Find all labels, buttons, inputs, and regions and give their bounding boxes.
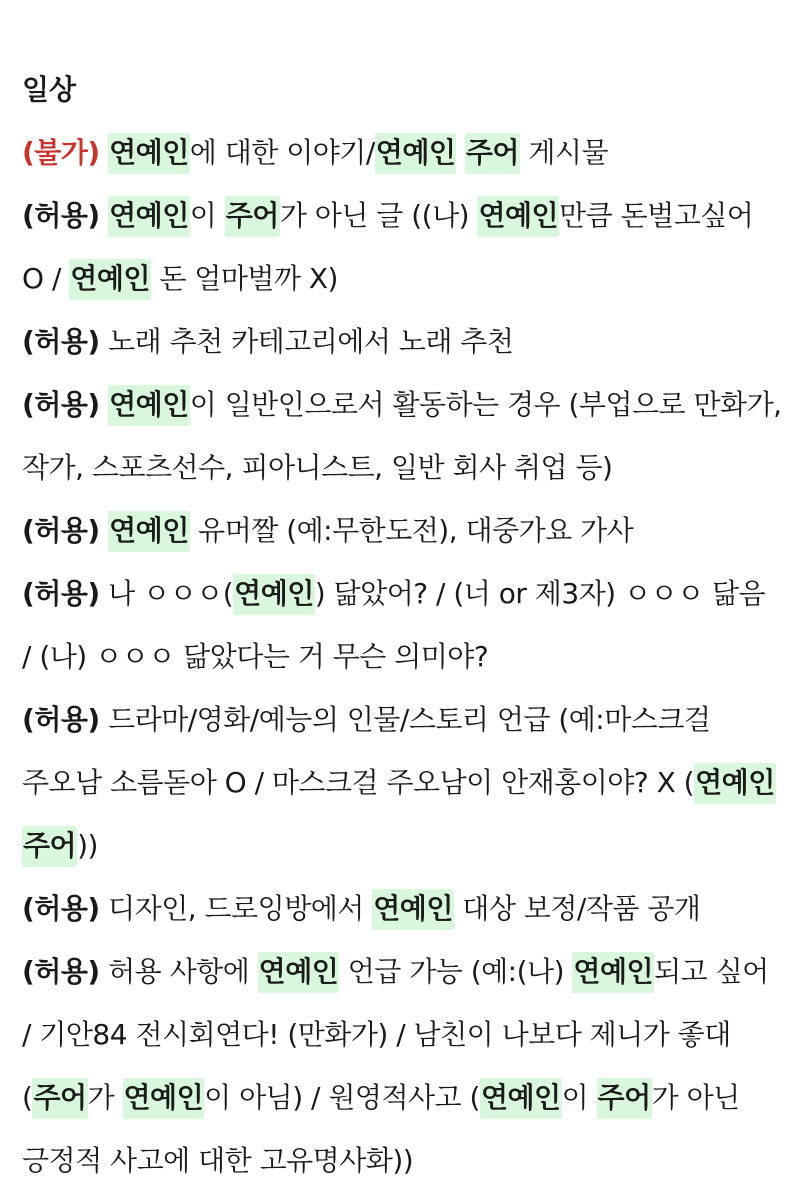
highlighted-keyword: 주어	[225, 196, 280, 237]
rule-text: 이	[561, 1081, 597, 1114]
allowed-tag: (허용)	[22, 199, 100, 232]
section-heading: 일상	[22, 73, 77, 106]
highlighted-keyword: 연예인	[108, 133, 190, 174]
rule-text: 게시물	[519, 136, 609, 169]
allowed-tag: (허용)	[22, 325, 100, 358]
rule-item	[22, 940, 782, 1192]
rule-text	[456, 136, 464, 169]
rule-item	[22, 499, 782, 562]
rules-list	[22, 121, 782, 1192]
highlighted-keyword: 연예인	[372, 889, 454, 930]
rule-text: 이 일반인으로서 활동하는 경우 (부업으로 만화가, 작가, 스포츠선수, 피아니스트, 일반 회사 취업 등)	[22, 388, 782, 484]
rule-text: 허용 사항에	[108, 955, 258, 988]
rule-text: 가 아닌 글 ((나)	[279, 199, 478, 232]
highlighted-keyword: 연예인	[108, 511, 190, 552]
highlighted-keyword: 주어	[465, 133, 520, 174]
forbidden-tag: (불가)	[22, 136, 100, 169]
rule-text: 되고 싶어 / 기안84 전시회연다! (만화가) / 남친이 나보다 제니가 좋대 (	[22, 955, 769, 1114]
highlighted-keyword: 연예인	[233, 574, 315, 615]
rule-text: 디자인, 드로잉방에서	[108, 892, 373, 925]
allowed-tag: (허용)	[22, 703, 100, 736]
rule-item	[22, 121, 782, 184]
rule-text: 드라마/영화/예능의 인물/스토리 언급 (예:마스크걸 주오남 소름돋아 O / 마스크걸 주오남이 안재홍이야? X (	[22, 703, 711, 799]
rule-item	[22, 562, 782, 688]
rule-text: ) 닮았어? / (너 or 제3자) ㅇㅇㅇ 닮음 / (나) ㅇㅇㅇ 닮았다는 거 무슨 의미야?	[22, 577, 766, 673]
rule-text: 대상 보정/작품 공개	[453, 892, 701, 925]
rule-item	[22, 310, 782, 373]
highlighted-keyword: 연예인	[108, 385, 190, 426]
highlighted-keyword: 주어	[22, 826, 77, 867]
allowed-tag: (허용)	[22, 892, 100, 925]
highlighted-keyword: 연예인	[572, 952, 654, 993]
highlighted-keyword: 연예인	[258, 952, 340, 993]
rule-text: 이 아님) / 원영적사고 (	[204, 1081, 480, 1114]
rule-text: 언급 가능 (예:(나)	[339, 955, 573, 988]
allowed-tag: (허용)	[22, 955, 100, 988]
highlighted-keyword: 주어	[32, 1078, 87, 1119]
rule-text: 가	[87, 1081, 123, 1114]
highlighted-keyword: 연예인	[477, 196, 559, 237]
rule-item	[22, 373, 782, 499]
highlighted-keyword: 연예인	[694, 763, 776, 804]
rule-text: 유머짤 (예:무한도전), 대중가요 가사	[189, 514, 634, 547]
rule-text: 노래 추천 카테고리에서 노래 추천	[108, 325, 514, 358]
allowed-tag: (허용)	[22, 514, 100, 547]
rule-text: ))	[77, 829, 98, 862]
rule-text: 이	[189, 199, 225, 232]
rule-item	[22, 688, 782, 877]
rule-text: 만큼 돈벌고싶어 O /	[22, 199, 754, 295]
highlighted-keyword: 연예인	[69, 259, 151, 300]
rule-item	[22, 877, 782, 940]
highlighted-keyword: 주어	[597, 1078, 652, 1119]
rule-text: 나 ㅇㅇㅇ(	[108, 577, 234, 610]
rule-text: 가 아닌 긍정적 사고에 대한 고유명사화))	[22, 1081, 740, 1177]
highlighted-keyword: 연예인	[480, 1078, 562, 1119]
allowed-tag: (허용)	[22, 577, 100, 610]
highlighted-keyword: 연예인	[108, 196, 190, 237]
rule-text: 에 대한 이야기/	[189, 136, 375, 169]
rules-document	[22, 58, 782, 1192]
highlighted-keyword: 연예인	[375, 133, 457, 174]
rule-item	[22, 184, 782, 310]
allowed-tag: (허용)	[22, 388, 100, 421]
highlighted-keyword: 연예인	[123, 1078, 205, 1119]
rule-text: 돈 얼마벌까 X)	[150, 262, 338, 295]
